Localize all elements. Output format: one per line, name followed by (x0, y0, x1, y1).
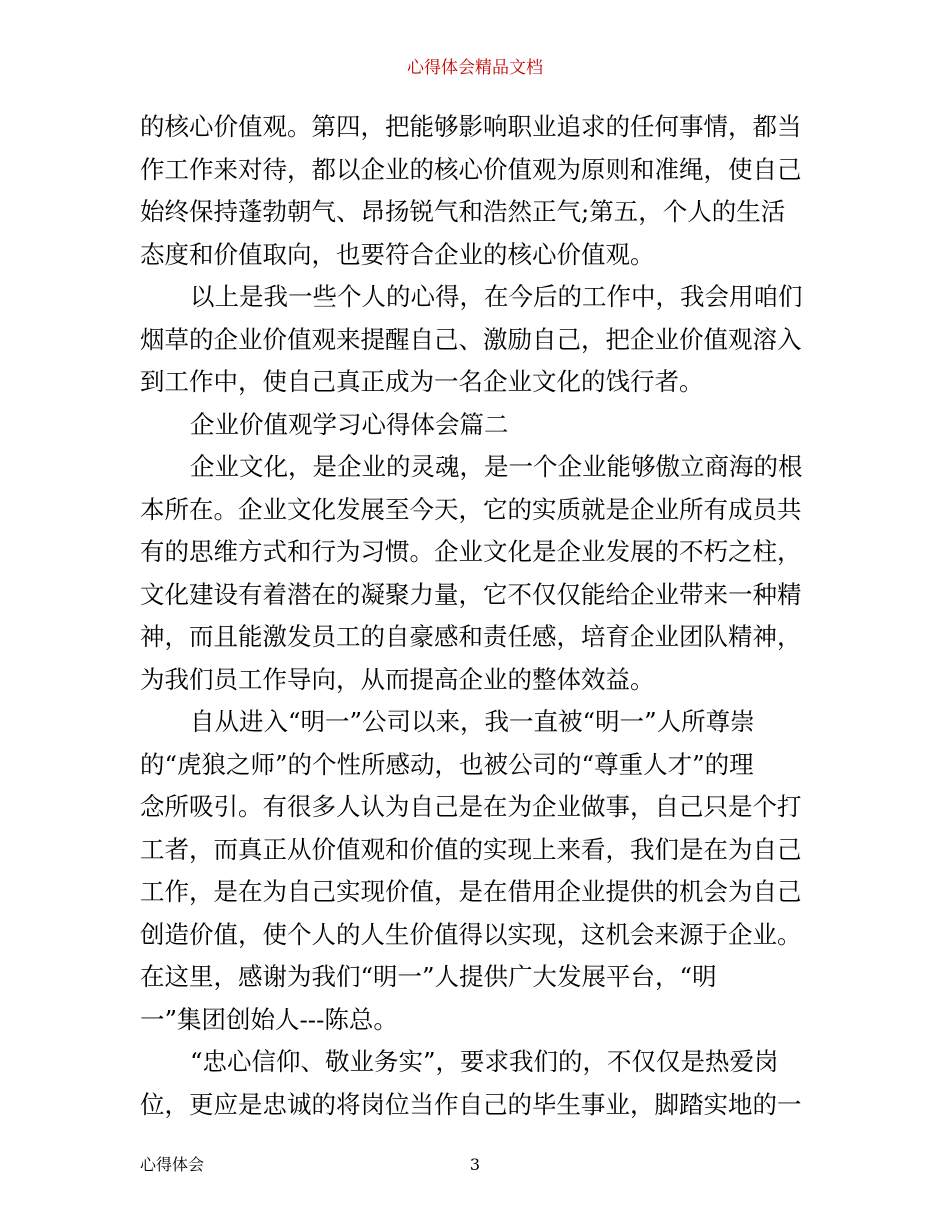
footer-label: 心得体会 (140, 1155, 205, 1174)
text-line: 工作，是在为自己实现价值，是在借用企业提供的机会为自己 (140, 877, 802, 906)
text-line: 有的思维方式和行为习惯。企业文化是企业发展的不朽之柱， (140, 537, 802, 566)
text-line: 自从进入“明一”公司以来，我一直被“明一”人所尊崇 (190, 707, 755, 736)
text-line: 一”集团创始人---陈总。 (140, 1004, 398, 1034)
text-line: 为我们员工作导向，从而提高企业的整体效益。 (140, 664, 655, 694)
text-line: 作工作来对待，都以企业的核心价值观为原则和准绳，使自己 (140, 154, 802, 184)
page-number: 3 (469, 1155, 481, 1174)
document-header-title: 心得体会精品文档 (407, 58, 543, 78)
text-line: 神，而且能激发员工的自豪感和责任感，培育企业团队精神， (140, 622, 802, 651)
text-line: 位，更应是忠诚的将岗位当作自己的毕生事业，脚踏实地的一 (140, 1089, 802, 1119)
text-line: 态度和价值取向，也要符合企业的核心价值观。 (140, 239, 655, 269)
text-line: 文化建设有着潜在的凝聚力量，它不仅仅能给企业带来一种精 (140, 579, 802, 609)
text-line: 企业价值观学习心得体会篇二 (190, 409, 509, 439)
text-line: “忠心信仰、敬业务实”，要求我们的，不仅仅是热爱岗 (190, 1047, 779, 1076)
text-line: 在这里，感谢为我们“明一”人提供广大发展平台，“明 (140, 962, 717, 991)
text-line: 工者，而真正从价值观和价值的实现上来看，我们是在为自己 (140, 834, 802, 864)
text-line: 企业文化，是企业的灵魂，是一个企业能够傲立商海的根 (190, 452, 803, 481)
document-body (140, 106, 815, 1126)
text-line: 创造价值，使个人的人生价值得以实现，这机会来源于企业。 (140, 919, 802, 949)
text-line: 本所在。企业文化发展至今天，它的实质就是企业所有成员共 (140, 494, 802, 524)
text-line: 以上是我一些个人的心得，在今后的工作中，我会用咱们 (190, 282, 803, 311)
text-line: 始终保持蓬勃朝气、昂扬锐气和浩然正气;第五，个人的生活 (140, 197, 786, 226)
text-line: 烟草的企业价值观来提醒自己、激励自己，把企业价值观溶入 (140, 324, 802, 354)
text-line: 的“虎狼之师”的个性所感动，也被公司的“尊重人才”的理 (140, 749, 754, 779)
text-line: 的核心价值观。第四，把能够影响职业追求的任何事情，都当 (140, 112, 802, 141)
text-line: 到工作中，使自己真正成为一名企业文化的饯行者。 (140, 367, 704, 396)
text-line: 念所吸引。有很多人认为自己是在为企业做事，自己只是个打 (140, 792, 802, 821)
